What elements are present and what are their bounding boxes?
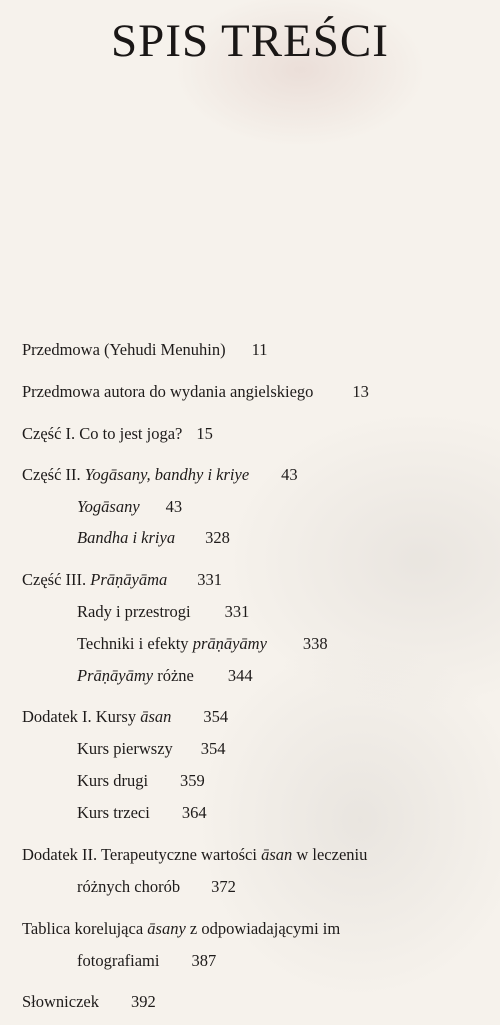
page-title: SPIS TREŚCI xyxy=(111,15,389,67)
toc-entry-techniki xyxy=(77,636,328,653)
toc-entry-italic-text: prāṇāyāmy xyxy=(192,634,267,653)
toc-entry-italic-text: Yogāsany, bandhy i kriye xyxy=(84,465,250,484)
toc-entry-czesc-1 xyxy=(22,426,213,443)
toc-page-number: 11 xyxy=(251,340,268,359)
toc-entry-text: Część II. xyxy=(22,465,85,484)
toc-page-number: 344 xyxy=(227,666,253,685)
toc-entry-text: Techniki i efekty xyxy=(77,634,193,653)
toc-entry-text: Rady i przestrogi xyxy=(77,602,191,621)
toc-entry-italic-text: āsany xyxy=(147,919,186,938)
toc-entry-kurs-drugi xyxy=(77,773,205,790)
toc-page-number: 387 xyxy=(191,951,217,970)
toc-page-number: 354 xyxy=(203,707,229,726)
toc-entry-text: różnych chorób xyxy=(77,877,181,896)
toc-entry-tablica xyxy=(22,921,340,938)
toc-entry-text: w leczeniu xyxy=(292,845,368,864)
toc-entry-text: Część I. Co to jest joga? xyxy=(22,424,183,443)
toc-entry-text: Kurs drugi xyxy=(77,771,149,790)
toc-page-number: 328 xyxy=(205,528,230,547)
toc-page-number: 372 xyxy=(211,877,236,896)
toc-entry-italic-text: āsan xyxy=(261,845,293,864)
toc-entry-text: Słowniczek xyxy=(22,992,99,1011)
toc-entry-kurs-pierwszy xyxy=(77,741,226,758)
toc-entry-italic-text: Yogāsany xyxy=(77,497,140,516)
toc-entry-bandha xyxy=(77,530,230,547)
toc-entry-czesc-2 xyxy=(22,467,298,484)
toc-entry-text: Dodatek I. Kursy xyxy=(22,707,141,726)
toc-page-number: 354 xyxy=(200,739,226,758)
toc-entry-text: Przedmowa (Yehudi Menuhin) xyxy=(22,340,226,359)
toc-entry-dodatek-2 xyxy=(22,847,367,864)
toc-entry-slowniczek xyxy=(22,994,156,1011)
toc-entry-text: Kurs pierwszy xyxy=(77,739,173,758)
toc-page-number: 331 xyxy=(224,602,250,621)
toc-entry-italic-text: Prāṇāyāmy xyxy=(77,666,154,685)
toc-page-number: 359 xyxy=(180,771,205,790)
toc-entry-italic-text: Prāṇāyāma xyxy=(90,570,168,589)
toc-entry-text: Tablica korelująca xyxy=(22,919,148,938)
toc-entry-rady xyxy=(77,604,249,621)
toc-entry-text: z odpowiadającymi im xyxy=(185,919,341,938)
toc-page-number: 392 xyxy=(130,992,156,1011)
toc-entry-text: różne xyxy=(153,666,194,685)
toc-entry-przedmowa xyxy=(22,342,268,359)
toc-entry-text: Część III. xyxy=(22,570,91,589)
toc-entry-dodatek-2-cont xyxy=(77,879,236,896)
toc-entry-italic-text: āsan xyxy=(140,707,172,726)
toc-entry-text: Kurs trzeci xyxy=(77,803,150,822)
toc-page-number: 43 xyxy=(165,497,183,516)
toc-entry-pranayamy xyxy=(77,668,253,685)
toc-entry-text: fotografiami xyxy=(77,951,160,970)
toc-page-number: 15 xyxy=(196,424,213,443)
toc-page-number: 331 xyxy=(197,570,223,589)
toc-entry-kurs-trzeci xyxy=(77,805,207,822)
toc-entry-italic-text: Bandha i kriya xyxy=(77,528,176,547)
toc-page-number: 364 xyxy=(181,803,207,822)
toc-entry-dodatek-1 xyxy=(22,709,228,726)
toc-entry-czesc-3 xyxy=(22,572,222,589)
toc-page-number: 43 xyxy=(281,465,298,484)
toc-entry-yogasany xyxy=(77,499,182,516)
toc-entry-text: Przedmowa autora do wydania angielskiego xyxy=(22,382,314,401)
toc-page-number: 338 xyxy=(302,634,328,653)
toc-entry-text: Dodatek II. Terapeutyczne wartości xyxy=(22,845,262,864)
toc-page-number: 13 xyxy=(352,382,369,401)
toc-entry-tablica-cont xyxy=(77,953,216,970)
toc-entry-przedmowa-autora xyxy=(22,384,369,401)
